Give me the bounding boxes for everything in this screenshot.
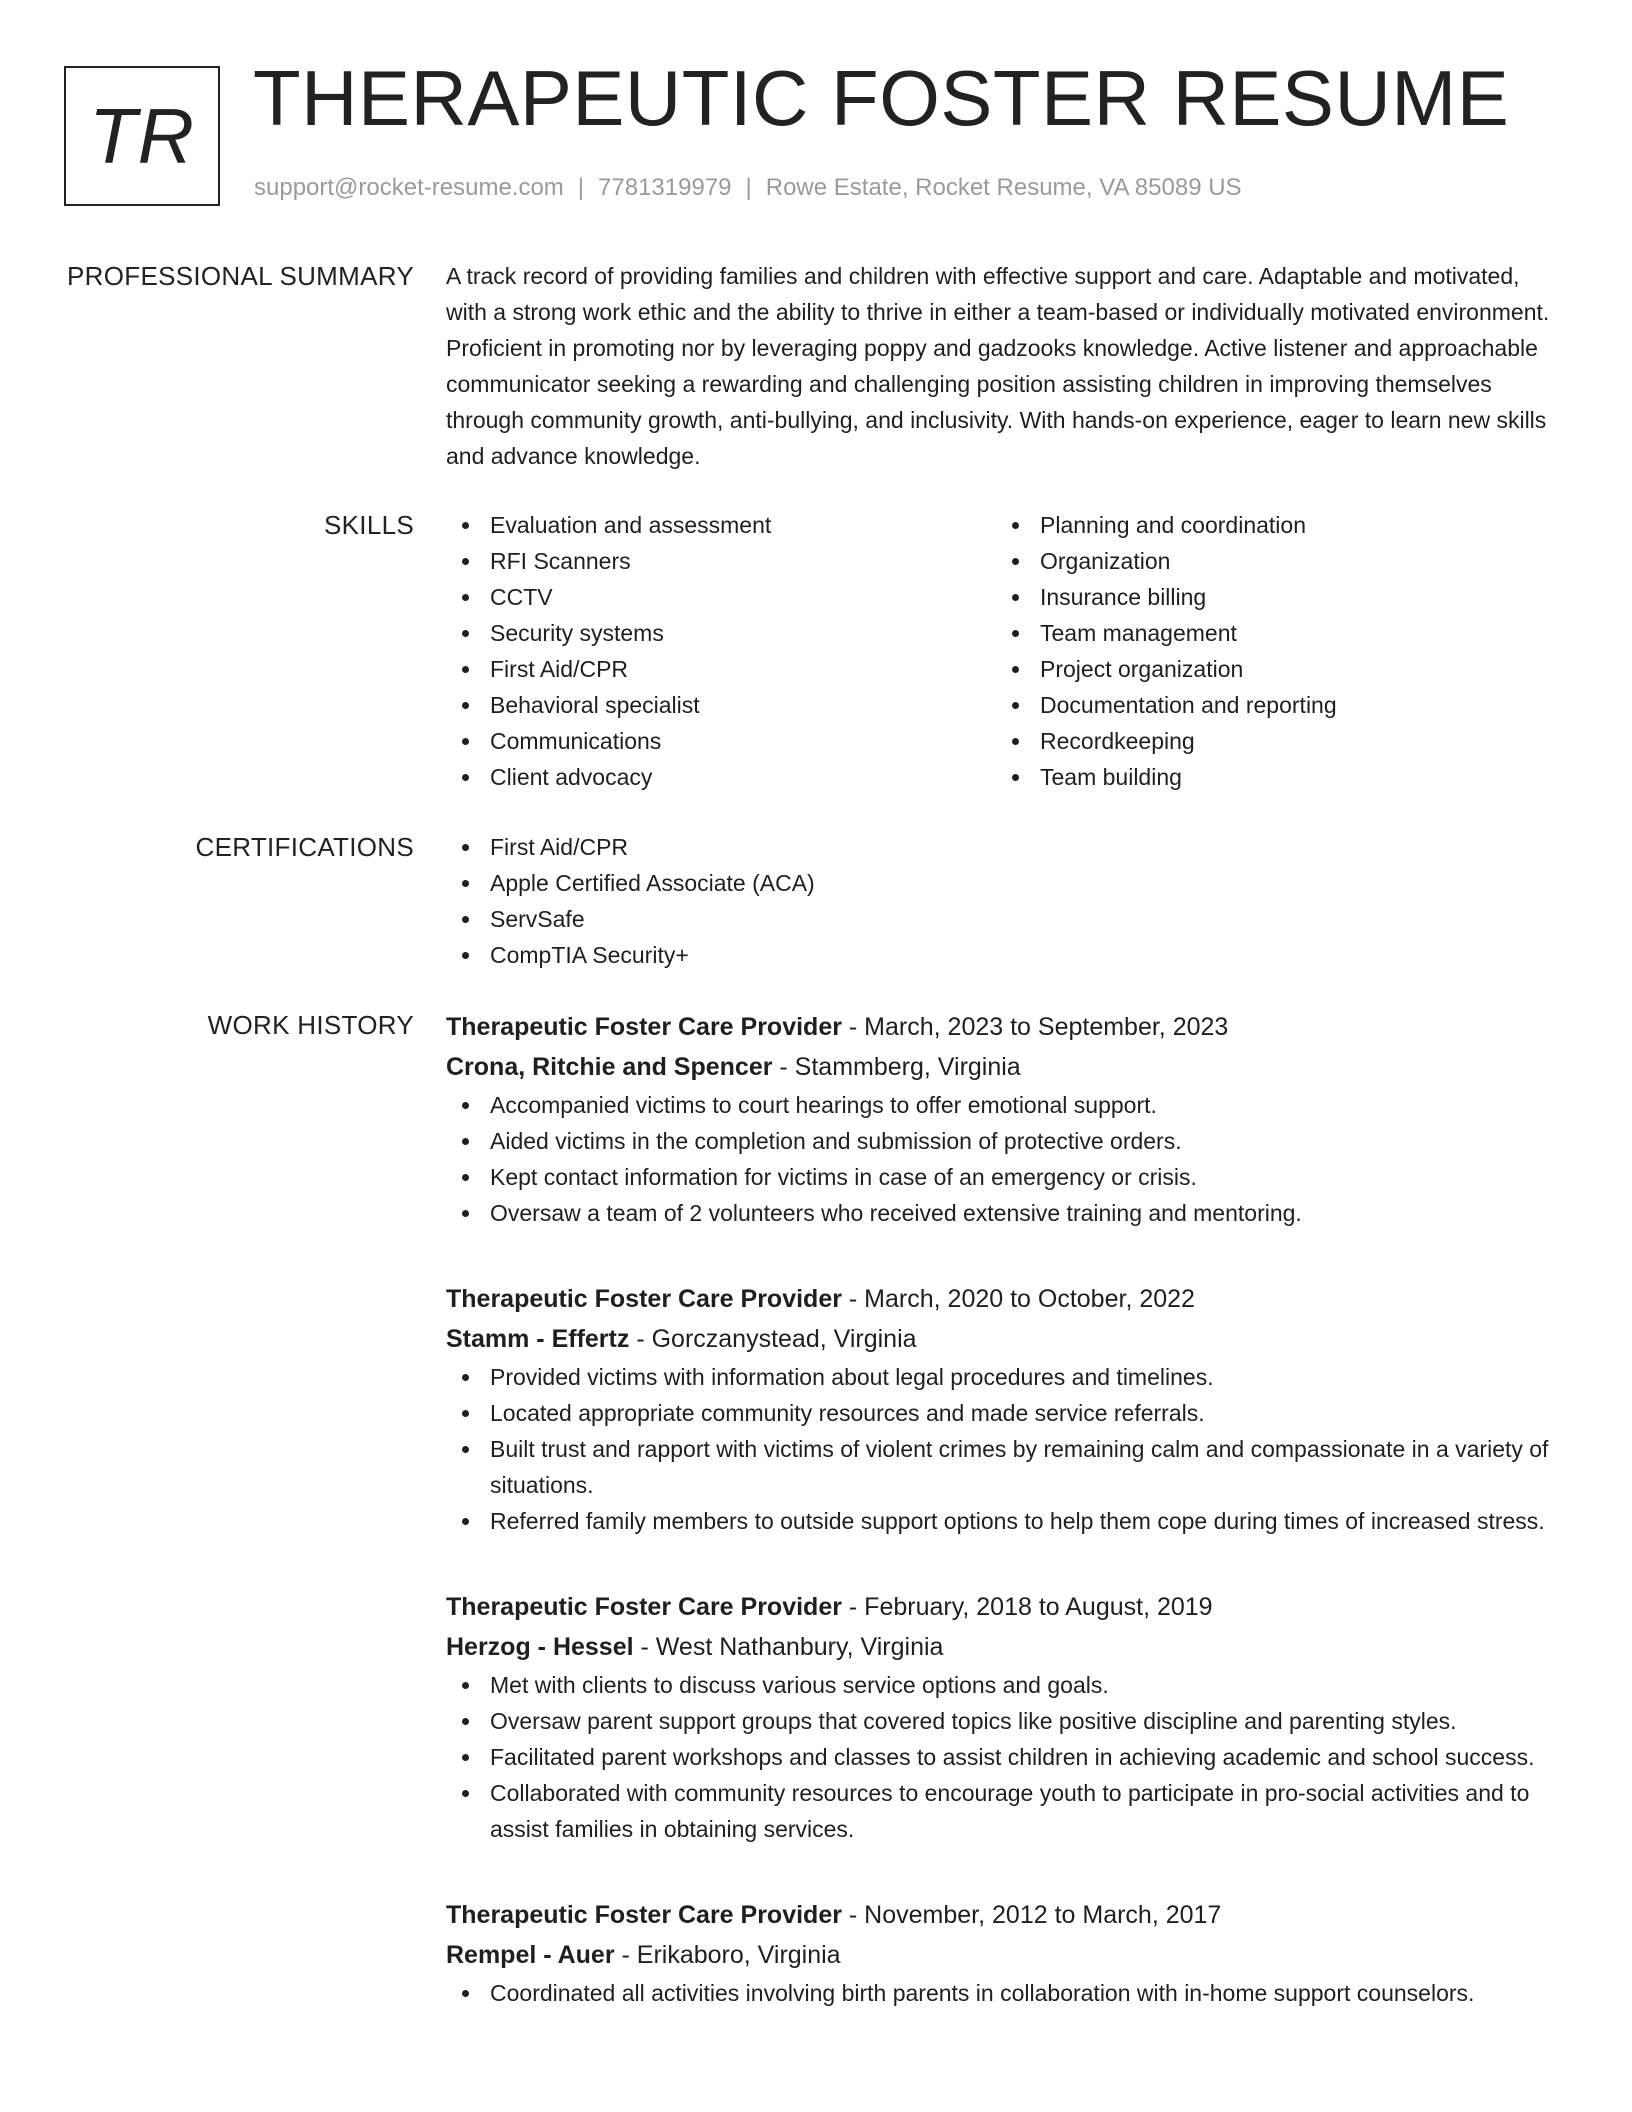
page-title: THERAPEUTIC FOSTER RESUME bbox=[253, 54, 1510, 142]
section-label-certifications: CERTIFICATIONS bbox=[195, 832, 414, 862]
list-item: Aided victims in the completion and submission of protective orders. bbox=[446, 1123, 1566, 1159]
list-item: Recordkeeping bbox=[996, 723, 1546, 759]
list-item: Located appropriate community resources and made service referrals. bbox=[446, 1395, 1566, 1431]
list-item: Oversaw parent support groups that covered topics like positive discipline and parenting styles. bbox=[446, 1703, 1566, 1739]
skills-list-left bbox=[446, 507, 996, 795]
job-company: Rempel - Auer bbox=[446, 1941, 615, 1969]
list-item: Coordinated all activities involving birth parents in collaboration with in-home support counselors. bbox=[446, 1975, 1566, 2011]
job-title-line bbox=[446, 1895, 1566, 1935]
job-title: Therapeutic Foster Care Provider bbox=[446, 1013, 842, 1041]
list-item: Provided victims with information about legal procedures and timelines. bbox=[446, 1359, 1566, 1395]
job-bullets bbox=[446, 1087, 1566, 1231]
list-item: Documentation and reporting bbox=[996, 687, 1546, 723]
job-dates: - March, 2023 to September, 2023 bbox=[841, 1013, 1229, 1041]
contact-email[interactable]: support@rocket-resume.com bbox=[254, 174, 564, 201]
summary-text: A track record of providing families and children with effective support and care. Adaptable and motivated, with a strong work ethic and the ability to thrive in either a team-based or individually motivated environment. Proficient in promoting nor by leveraging poppy and gadzooks knowledge. Active listener and approachable communicator seeking a rewarding and challenging position assisting children in improving themselves through community growth, anti-bullying, and inclusivity. With hands-on experience, eager to learn new skills and advance knowledge. bbox=[446, 263, 1550, 469]
job-title: Therapeutic Foster Care Provider bbox=[446, 1285, 842, 1313]
list-item: First Aid/CPR bbox=[446, 829, 1566, 865]
list-item: Security systems bbox=[446, 615, 996, 651]
job-entry bbox=[446, 1007, 1566, 1231]
job-company: Stamm - Effertz bbox=[446, 1325, 630, 1353]
section-label-skills: SKILLS bbox=[324, 510, 414, 540]
job-location: - Erikaboro, Virginia bbox=[614, 1941, 841, 1969]
list-item: Apple Certified Associate (ACA) bbox=[446, 865, 1566, 901]
job-entry bbox=[446, 1279, 1566, 1539]
job-company-line bbox=[446, 1627, 1566, 1667]
contact-separator: | bbox=[745, 174, 752, 201]
list-item: Facilitated parent workshops and classes to assist children in achieving academic and school success. bbox=[446, 1739, 1566, 1775]
job-title: Therapeutic Foster Care Provider bbox=[446, 1593, 842, 1621]
section-label-summary: PROFESSIONAL SUMMARY bbox=[67, 261, 414, 291]
contact-separator: | bbox=[577, 174, 585, 201]
job-bullets bbox=[446, 1359, 1566, 1539]
certifications-list bbox=[446, 829, 1566, 973]
list-item: Oversaw a team of 2 volunteers who received extensive training and mentoring. bbox=[446, 1195, 1566, 1231]
list-item: Project organization bbox=[996, 651, 1546, 687]
list-item: Team management bbox=[996, 615, 1546, 651]
list-item: Collaborated with community resources to encourage youth to participate in pro-social activities and to assist families in obtaining services. bbox=[446, 1775, 1566, 1847]
list-item: Built trust and rapport with victims of violent crimes by remaining calm and compassionate in a variety of situations. bbox=[446, 1431, 1566, 1503]
job-title-line bbox=[446, 1279, 1566, 1319]
list-item: Team building bbox=[996, 759, 1546, 795]
list-item: Accompanied victims to court hearings to offer emotional support. bbox=[446, 1087, 1566, 1123]
list-item: Behavioral specialist bbox=[446, 687, 996, 723]
list-item: Organization bbox=[996, 543, 1546, 579]
list-item: First Aid/CPR bbox=[446, 651, 996, 687]
contact-address: Rowe Estate, Rocket Resume, VA 85089 US bbox=[765, 174, 1242, 201]
list-item: CompTIA Security+ bbox=[446, 937, 1566, 973]
monogram-logo: TR bbox=[64, 66, 220, 206]
job-company-line bbox=[446, 1047, 1566, 1087]
job-company: Herzog - Hessel bbox=[446, 1633, 634, 1661]
contact-info bbox=[254, 174, 1242, 202]
skills-list-right bbox=[996, 507, 1546, 795]
job-company: Crona, Ritchie and Spencer bbox=[446, 1053, 773, 1081]
section-label-work-history: WORK HISTORY bbox=[207, 1010, 414, 1040]
job-bullets bbox=[446, 1975, 1566, 2011]
job-company-line bbox=[446, 1319, 1566, 1359]
list-item: RFI Scanners bbox=[446, 543, 996, 579]
job-location: - Stammberg, Virginia bbox=[772, 1053, 1021, 1081]
list-item: Communications bbox=[446, 723, 996, 759]
contact-phone[interactable]: 7781319979 bbox=[598, 174, 732, 201]
list-item: ServSafe bbox=[446, 901, 1566, 937]
list-item: Kept contact information for victims in case of an emergency or crisis. bbox=[446, 1159, 1566, 1195]
list-item: CCTV bbox=[446, 579, 996, 615]
job-entry bbox=[446, 1895, 1566, 2011]
job-dates: - November, 2012 to March, 2017 bbox=[841, 1901, 1222, 1929]
work-history-list bbox=[446, 1007, 1566, 2011]
job-bullets bbox=[446, 1667, 1566, 1847]
job-dates: - March, 2020 to October, 2022 bbox=[841, 1285, 1195, 1313]
list-item: Planning and coordination bbox=[996, 507, 1546, 543]
job-location: - West Nathanbury, Virginia bbox=[633, 1633, 944, 1661]
job-title-line bbox=[446, 1587, 1566, 1627]
job-entry bbox=[446, 1587, 1566, 1847]
list-item: Evaluation and assessment bbox=[446, 507, 996, 543]
job-company-line bbox=[446, 1935, 1566, 1975]
list-item: Client advocacy bbox=[446, 759, 996, 795]
job-dates: - February, 2018 to August, 2019 bbox=[841, 1593, 1213, 1621]
list-item: Referred family members to outside support options to help them cope during times of increased stress. bbox=[446, 1503, 1566, 1539]
job-title-line bbox=[446, 1007, 1566, 1047]
list-item: Insurance billing bbox=[996, 579, 1546, 615]
job-location: - Gorczanystead, Virginia bbox=[629, 1325, 917, 1353]
list-item: Met with clients to discuss various service options and goals. bbox=[446, 1667, 1566, 1703]
job-title: Therapeutic Foster Care Provider bbox=[446, 1901, 842, 1929]
